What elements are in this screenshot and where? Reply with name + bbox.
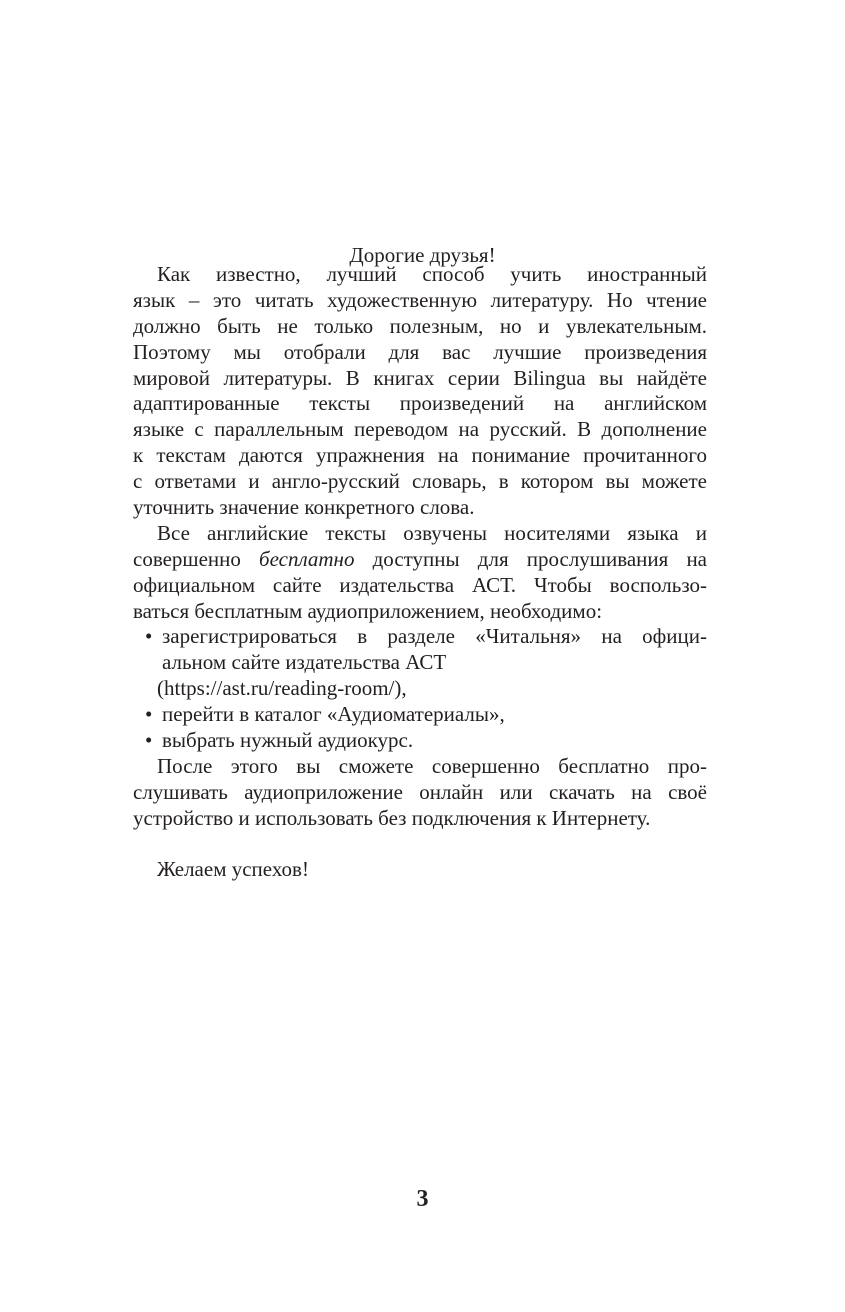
text-run: доступны для прослушивания на <box>354 546 707 571</box>
list-item-text: выбрать нужный аудиокурс. <box>162 728 414 753</box>
text-line: слушивать аудиоприложение онлайн или скачать на своё <box>133 779 707 804</box>
list-item-text: перейти в каталог «Аудиоматериалы», <box>162 702 505 727</box>
text-line: устройство и использовать без подключения к Интернету. <box>133 805 651 830</box>
text-line: Поэтому мы отобрали для вас лучшие произведения <box>133 339 707 364</box>
list-item <box>133 728 707 754</box>
text-line: После этого вы сможете совершенно бесплатно про- <box>157 753 707 778</box>
text-line: язык – это читать художественную литературу. Но чтение <box>133 287 707 312</box>
instruction-list <box>133 624 707 753</box>
text-line: мировой литературы. В книгах серии Bilingua вы найдёте <box>133 365 707 390</box>
list-item <box>133 624 707 650</box>
closing-line: Желаем успехов! <box>157 857 309 882</box>
page-number: 3 <box>416 1186 429 1212</box>
page-title: Дорогие друзья! <box>349 243 496 267</box>
letter-body <box>133 262 707 883</box>
list-item-text: зарегистрироваться в разделе «Читальня» на офици- <box>162 624 707 649</box>
text-line: Все английские тексты озвучены носителями языка и <box>157 520 707 545</box>
text-line: языке с параллельным переводом на русский. В дополнение <box>133 417 707 442</box>
paragraph-audio <box>133 521 707 625</box>
list-item-continuation: альном сайте издательства АСТ <box>162 650 447 675</box>
text-line: адаптированные тексты произведений на английском <box>133 391 707 416</box>
paragraph-after <box>133 754 707 832</box>
text-line: уточнить значение конкретного слова. <box>133 495 475 520</box>
text-line: официальном сайте издательства АСТ. Чтобы воспользо- <box>133 572 707 597</box>
text-line: должно быть не только полезным, но и увлекательным. <box>133 313 707 338</box>
list-item <box>133 702 707 728</box>
text-line: к текстам даются упражнения на понимание прочитанного <box>133 443 707 468</box>
spacer <box>133 832 707 858</box>
text-run: совершенно <box>133 546 260 571</box>
bullet-icon: • <box>145 624 153 649</box>
bullet-icon: • <box>145 702 153 727</box>
paragraph-intro <box>133 262 707 521</box>
emphasis-free: бесплатно <box>259 546 355 571</box>
bullet-icon: • <box>145 728 153 753</box>
text-line: с ответами и англо-русский словарь, в котором вы можете <box>133 469 707 494</box>
text-line: Как известно, лучший способ учить иностранный <box>157 262 707 286</box>
text-line <box>133 547 707 573</box>
text-line: ваться бесплатным аудиоприложением, необходимо: <box>133 598 603 623</box>
reading-room-link[interactable]: (https://ast.ru/reading-room/), <box>157 676 407 701</box>
